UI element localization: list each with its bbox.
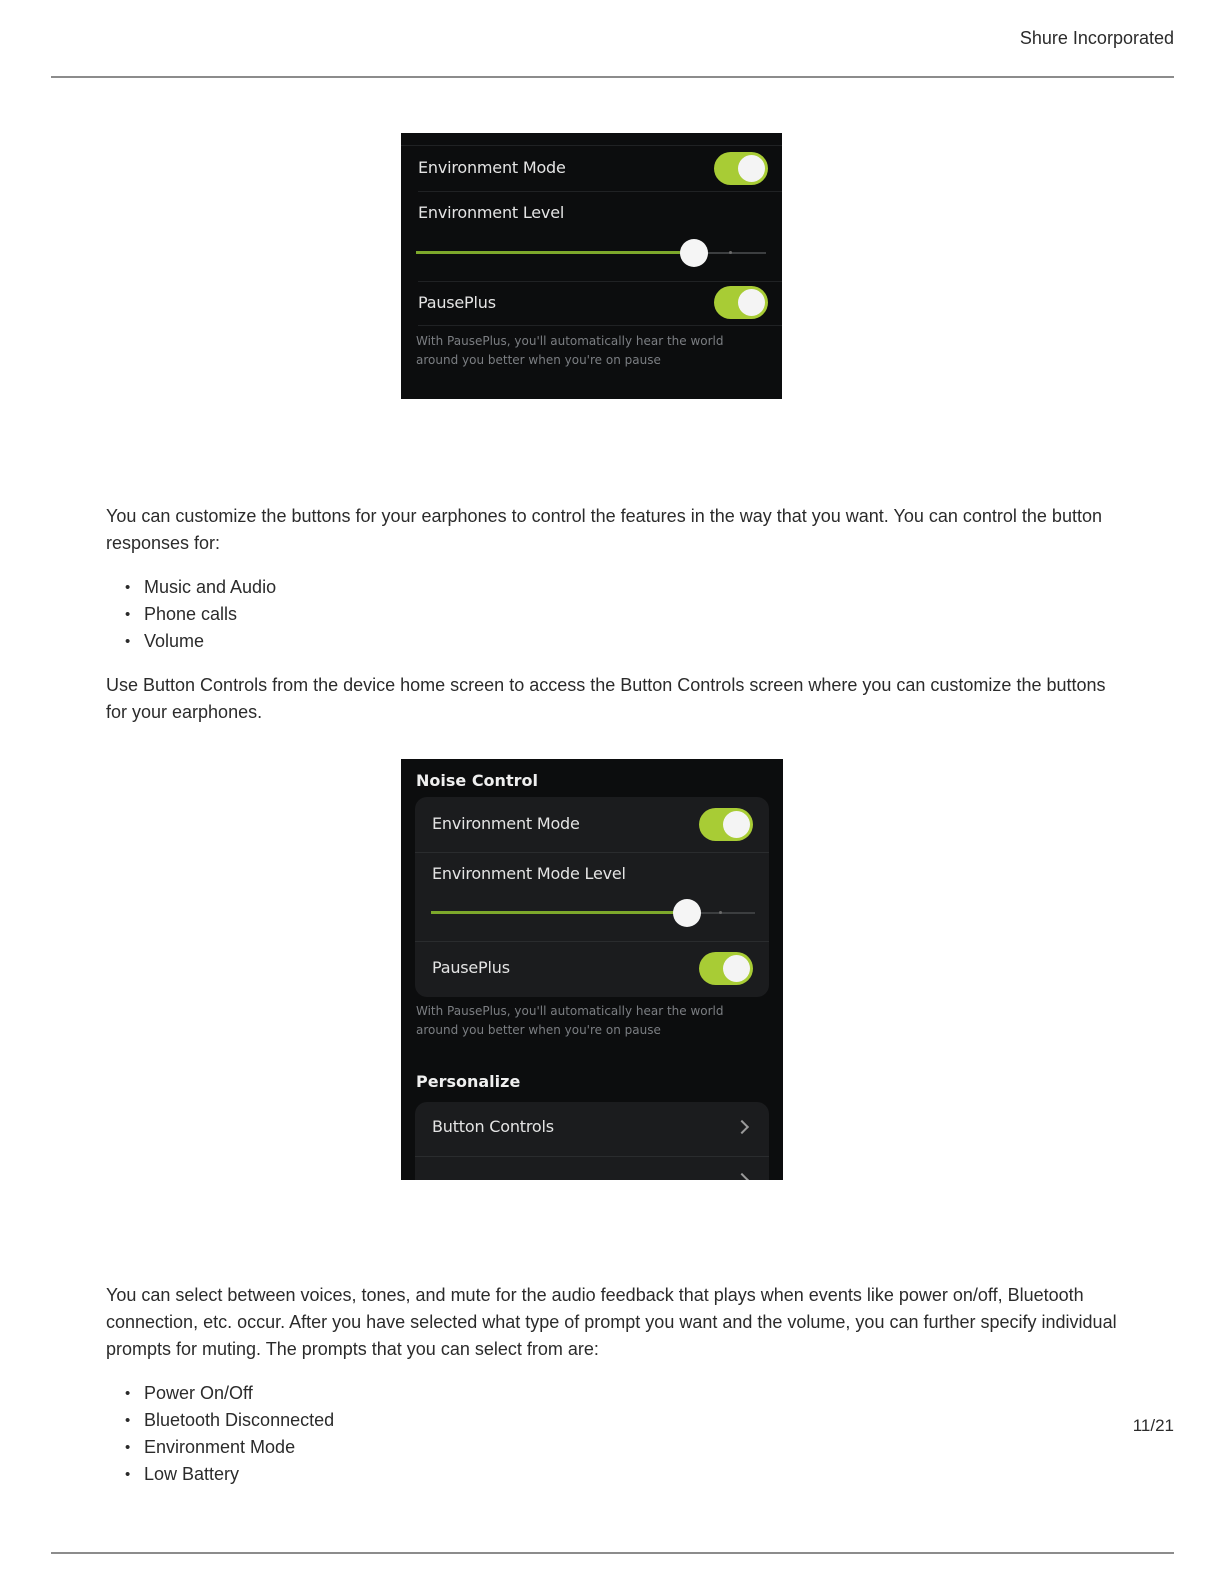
pauseplus-note xyxy=(416,1002,724,1040)
list-item: • Environment Mode xyxy=(125,1434,334,1461)
page-number: 11/21 xyxy=(1132,1416,1174,1435)
environment-mode-toggle[interactable] xyxy=(714,152,768,185)
environment-mode-level-label: Environment Mode Level xyxy=(432,864,626,883)
environment-mode-label: Environment Mode xyxy=(418,158,566,177)
environment-level-label: Environment Level xyxy=(418,203,565,222)
environment-level-slider-knob[interactable] xyxy=(680,239,708,267)
toggle-knob xyxy=(738,155,765,182)
environment-mode-label: Environment Mode xyxy=(432,814,580,833)
header-company-name: Shure Incorporated xyxy=(1019,28,1174,48)
pauseplus-toggle[interactable] xyxy=(714,286,768,319)
environment-mode-level-slider-knob[interactable] xyxy=(673,899,701,927)
pauseplus-note xyxy=(416,332,724,370)
pauseplus-toggle[interactable] xyxy=(699,952,753,985)
pauseplus-label: PausePlus xyxy=(418,293,496,312)
list-item: • Bluetooth Disconnected xyxy=(125,1407,334,1434)
row-divider xyxy=(418,191,782,192)
toggle-knob xyxy=(738,289,765,316)
row-divider xyxy=(418,281,782,282)
button-controls-label[interactable]: Button Controls xyxy=(432,1117,554,1136)
list-item: • Phone calls xyxy=(125,601,276,628)
noise-control-title: Noise Control xyxy=(416,771,538,790)
footer-divider xyxy=(51,1552,1174,1554)
pauseplus-note-line2: around you better when you're on pause xyxy=(416,353,661,367)
button-controls-paragraph: Use Button Controls from the device home screen to access the Button Controls screen where you can customize the buttons for your earphones. xyxy=(106,675,1106,722)
environment-mode-toggle[interactable] xyxy=(699,808,753,841)
row-divider xyxy=(415,941,769,942)
list-item: • Low Battery xyxy=(125,1461,334,1488)
button-customize-paragraph: You can customize the buttons for your earphones to control the features in the way that you want. You can control the button responses for: xyxy=(106,506,1102,553)
list-item: • Power On/Off xyxy=(125,1380,334,1407)
row-divider xyxy=(415,1156,769,1157)
noise-control-screenshot xyxy=(401,759,783,1180)
row-divider xyxy=(418,325,782,326)
personalize-card xyxy=(415,1102,769,1180)
toggle-knob xyxy=(723,811,750,838)
pauseplus-note-line1: With PausePlus, you'll automatically hear the world xyxy=(416,1004,724,1018)
environment-settings-screenshot xyxy=(401,133,782,399)
header-divider xyxy=(51,76,1174,78)
prompts-list xyxy=(125,1380,334,1488)
environment-mode-level-slider-fill xyxy=(431,911,687,914)
button-responses-list xyxy=(125,574,276,655)
pauseplus-label: PausePlus xyxy=(432,958,510,977)
slider-step-dot xyxy=(719,911,722,914)
list-item: • Music and Audio xyxy=(125,574,276,601)
row-divider xyxy=(415,852,769,853)
list-item: • Volume xyxy=(125,628,276,655)
pauseplus-note-line1: With PausePlus, you'll automatically hear the world xyxy=(416,334,724,348)
audio-prompts-paragraph: You can select between voices, tones, and mute for the audio feedback that plays when events like power on/off, Bluetooth connection, etc. occur. After you have selected what type of prompt you want and the volume, you can further specify individual prompts for muting. The prompts that you can select from are: xyxy=(106,1285,1117,1359)
toggle-knob xyxy=(723,955,750,982)
top-divider xyxy=(401,145,782,146)
personalize-title: Personalize xyxy=(416,1072,521,1091)
pauseplus-note-line2: around you better when you're on pause xyxy=(416,1023,661,1037)
slider-step-dot xyxy=(729,251,732,254)
environment-level-slider-fill xyxy=(416,251,694,254)
